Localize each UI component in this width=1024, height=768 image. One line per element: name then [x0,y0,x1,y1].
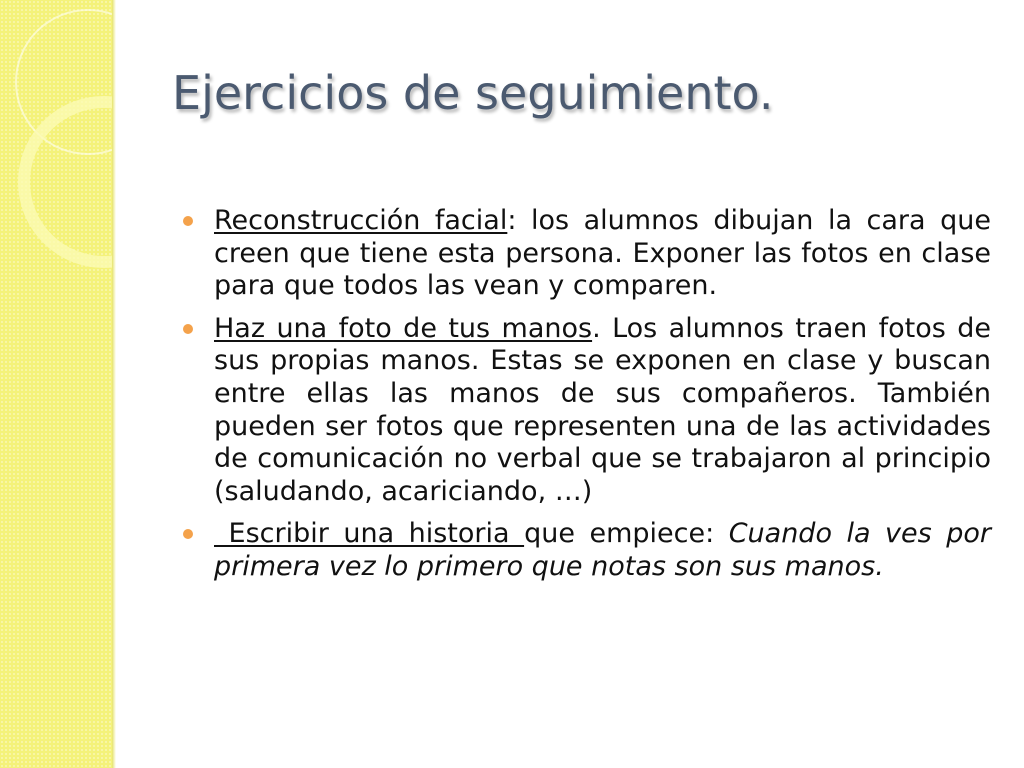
decorative-rings [0,0,112,768]
bullet-dot [183,529,193,539]
bullet-item-reconstruccion-facial [183,205,991,303]
bullet-item-escribir-historia [183,518,991,583]
bullet-heading-punct: : [507,205,517,236]
sidebar-edge [112,0,116,768]
slide-title: Ejercicios de seguimiento. [172,66,774,120]
bullet-text: los alumnos dibujan la cara que creen que tiene esta persona. Exponer las fotos en clase para que todos las vean y comparen. [214,205,991,302]
bullet-list [183,205,991,594]
bullet-text: que empiece: [524,518,729,550]
bullet-item-foto-manos [183,313,991,509]
bullet-heading: Reconstrucción facial [214,205,508,236]
bullet-dot [183,324,193,334]
bullet-text: Los alumnos traen fotos de sus propias manos. Estas se exponen en clase y buscan entre ellas las manos de sus compañeros. También pueden ser fotos que representen una de las actividades de comunicación no verbal que se trabajaron al principio (saludando, acariciando, …) [214,312,991,507]
bullet-heading: Haz una foto de tus manos [214,312,593,344]
bullet-heading-punct: . [592,312,601,344]
bullet-heading: Escribir una historia [214,518,525,550]
bullet-italic-text: Cuando la ves por primera vez lo primero que notas son sus manos. [214,518,991,582]
decorative-sidebar [0,0,112,768]
bullet-dot [183,216,193,226]
